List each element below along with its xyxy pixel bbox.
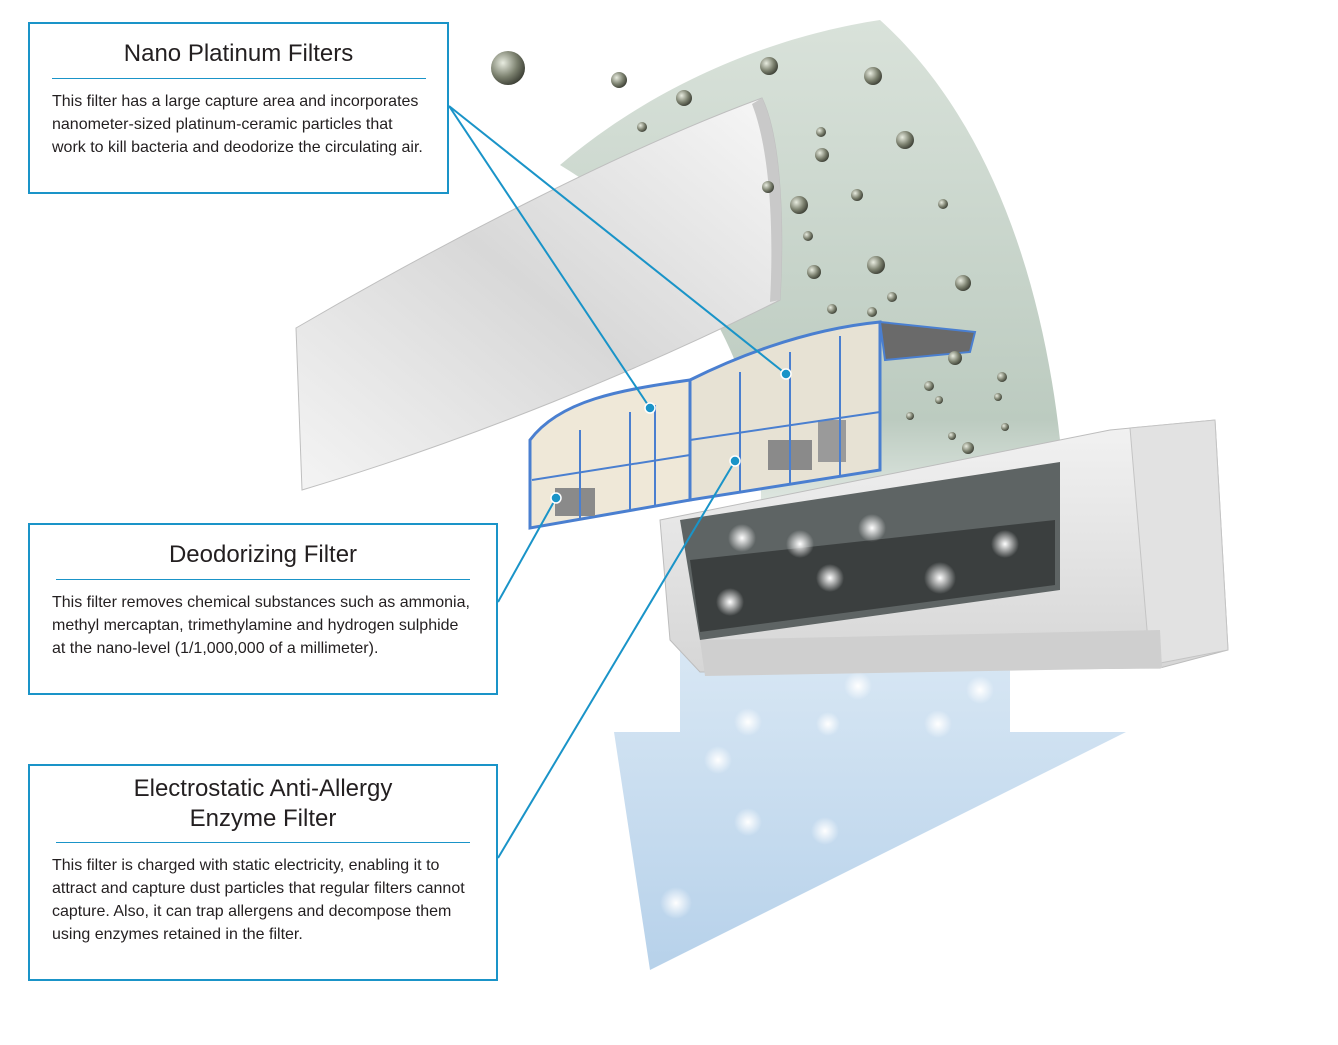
- electrostatic-title-line2: Enzyme Filter: [189, 805, 337, 832]
- deodorizing-title: Deodorizing Filter: [168, 541, 358, 568]
- electrostatic-description: This filter is charged with static electricity, enabling it to attract and capture dust particles that regular filters cannot capture. Also, it can trap allergens and decompose them using enzymes retained in the filter.: [52, 857, 465, 943]
- nano-platinum-description: This filter has a large capture area and incorporates nanometer-sized platinum-ceramic particles that work to kill bacteria and deodorize the circulating air.: [52, 93, 423, 156]
- deodorizing-callout: [28, 523, 498, 695]
- deodorizing-description: This filter removes chemical substances such as ammonia, methyl mercaptan, trimethylamine and hydrogen sulphide at the nano-level (1/1,000,000 of a millimeter).: [52, 594, 470, 657]
- nano-platinum-title: Nano Platinum Filters: [123, 40, 354, 67]
- electrostatic-title-line1: Electrostatic Anti-Allergy: [133, 775, 393, 802]
- electrostatic-title: [30, 766, 496, 834]
- electrostatic-callout: [28, 764, 498, 981]
- nano-platinum-callout: [28, 22, 449, 194]
